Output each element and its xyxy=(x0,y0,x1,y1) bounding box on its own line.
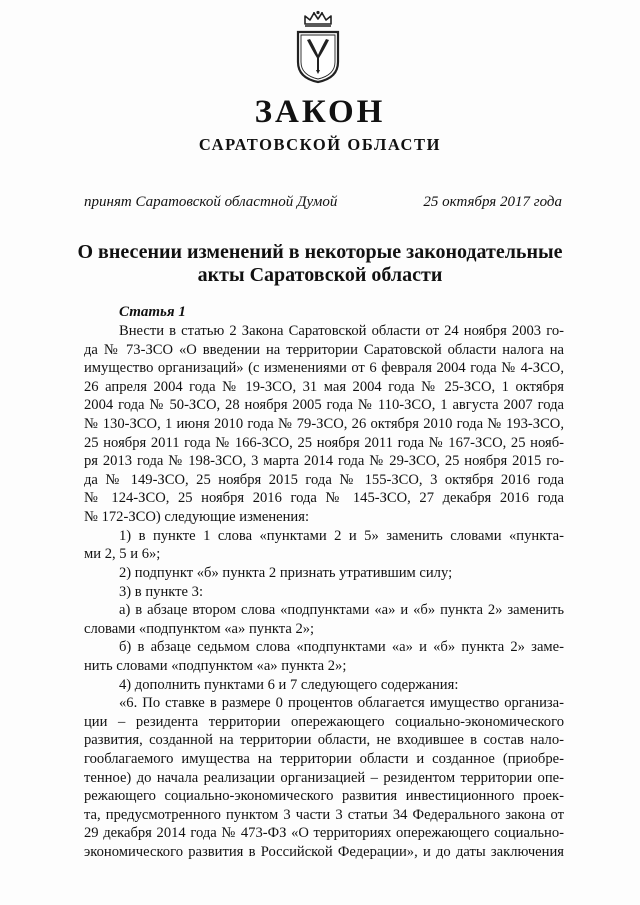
text-line: № 124-ЗСО, 25 ноября 2016 года № 145-ЗСО, 27 декабря 2016 года xyxy=(84,490,564,507)
text-line: экономического развития в Российской Федерации», и до даты заключения xyxy=(84,844,564,861)
law-title: ЗАКОН xyxy=(254,94,386,130)
text-line: № 172-ЗСО) следующие изменения: xyxy=(84,509,310,526)
text-line: «6. По ставке в размере 0 процентов облагается имущество организа- xyxy=(119,695,564,712)
text-line: ции – резидента территории опережающего социально-экономического xyxy=(84,713,564,730)
text-line: нить словами «подпунктом «а» пункта 2»; xyxy=(84,657,347,674)
law-region: САРАТОВСКОЙ ОБЛАСТИ xyxy=(198,135,442,154)
text-line: да № 73-ЗСО «О введении на территории Саратовской области налога на xyxy=(84,341,564,358)
article-heading: Статья 1 xyxy=(119,304,186,320)
saratov-oblast-coat-of-arms-icon xyxy=(290,10,346,84)
text-line: ря 2013 года № 198-ЗСО, 3 марта 2014 года № 29-ЗСО, 25 ноября 2015 го- xyxy=(84,453,564,470)
text-line: гооблагаемого имущества на территории области и созданное (приобре- xyxy=(84,751,564,768)
text-line: развития, созданной на территории области, не входившее в состав нало- xyxy=(84,732,564,749)
adopted-date: 25 октября 2017 года xyxy=(423,194,562,210)
law-subject-line: акты Саратовской области xyxy=(197,264,443,286)
text-line: тенное) до начала реализации организацией – резидентом территории опе- xyxy=(84,769,564,786)
adopted-by: принят Саратовской областной Думой xyxy=(84,194,338,210)
text-line: № 130-ЗСО, 1 июня 2010 года № 79-ЗСО, 26 октября 2010 года № 193-ЗСО, xyxy=(84,416,564,433)
text-line: 3) в пункте 3: xyxy=(119,583,204,600)
text-line: ми 2, 5 и 6»; xyxy=(84,546,161,563)
law-subject-title xyxy=(60,241,580,287)
text-line: та, предусмотренного пунктом 3 части 3 статьи 34 Федерального закона от xyxy=(84,806,564,823)
text-line: имущество организаций» (с изменениями от 6 февраля 2004 года № 4-ЗСО, xyxy=(84,360,564,377)
text-line: 2004 года № 50-ЗСО, 28 ноября 2005 года № 110-ЗСО, 1 августа 2007 года xyxy=(84,397,564,414)
text-line: режающего социально-экономического развития инвестиционного проек- xyxy=(84,788,564,805)
text-line: б) в абзаце седьмом слова «подпунктами «а» и «б» пункта 2» заме- xyxy=(119,639,564,656)
text-line: да № 149-ЗСО, 25 ноября 2015 года № 155-ЗСО, 3 октября 2016 года xyxy=(84,471,564,488)
text-line: 26 апреля 2004 года № 19-ЗСО, 31 мая 2004 года № 25-ЗСО, 1 октября xyxy=(84,378,564,395)
text-line: 2) подпункт «б» пункта 2 признать утратившим силу; xyxy=(119,564,453,581)
article-body xyxy=(84,322,564,862)
text-line: 25 ноября 2011 года № 166-ЗСО, 25 ноября 2011 года № 167-ЗСО, 25 нояб- xyxy=(84,434,564,451)
law-subject-line: О внесении изменений в некоторые законодательные xyxy=(77,241,563,263)
text-line: 1) в пункте 1 слова «пунктами 2 и 5» заменить словами «пункта- xyxy=(119,527,564,544)
text-line: 4) дополнить пунктами 6 и 7 следующего содержания: xyxy=(119,676,459,693)
text-line: Внести в статью 2 Закона Саратовской области от 24 ноября 2003 го- xyxy=(119,323,564,339)
text-line: а) в абзаце втором слова «подпунктами «а» и «б» пункта 2» заменить xyxy=(119,602,564,619)
text-line: 29 декабря 2014 года № 473-ФЗ «О территориях опережающего социально- xyxy=(84,825,564,842)
text-line: словами «подпунктом «а» пункта 2»; xyxy=(84,620,315,637)
